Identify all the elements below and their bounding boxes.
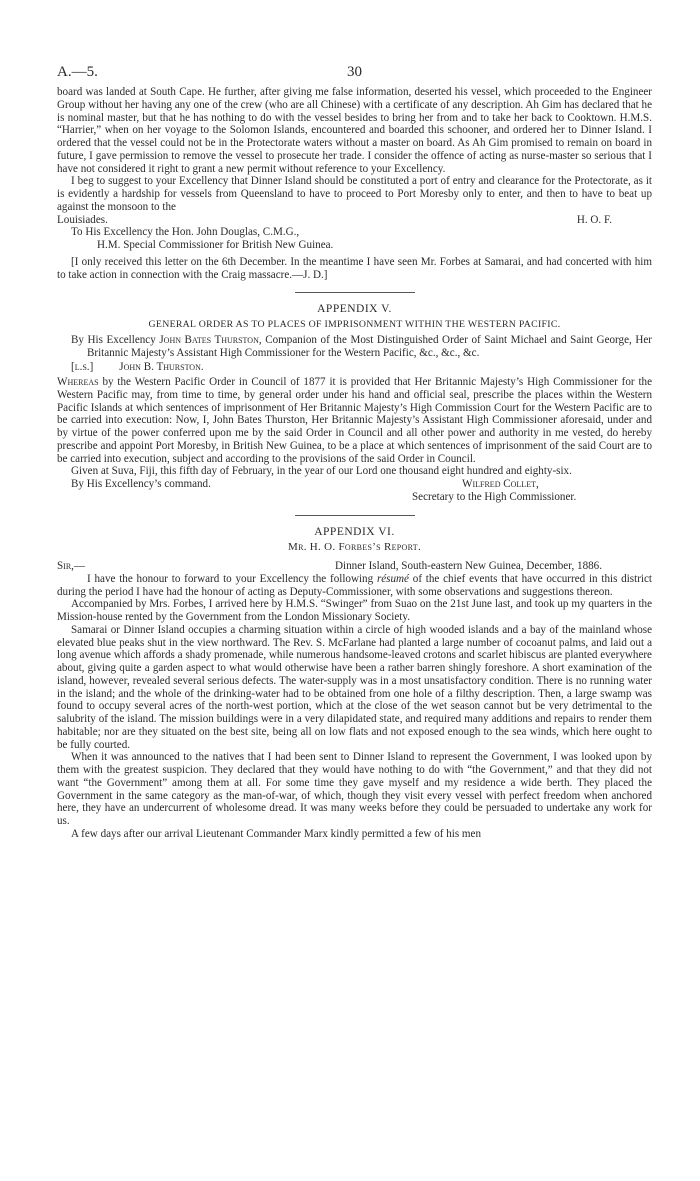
report-heading-row	[57, 560, 652, 573]
appendix-title: APPENDIX V.	[317, 303, 392, 316]
report-dateline: Dinner Island, South-eastern New Guinea, December, 1886.	[335, 560, 602, 572]
declaration-prefix: By His Excellency	[71, 333, 160, 346]
report-paragraph: Samarai or Dinner Island occupies a charming situation within a circle of high wooded islands and a bay of the mainland whose elevated blue peaks shut in the view northward. The Rev. S. McFarlane had planted a large number of cocoanut palms, and laid out a long avenue which affords a shady promenade, while numerous handsome-leaved crotons and scarlet hibiscus are planted everywhere about, giving quite a garden aspect to what would otherwise have been a rather barren shingly foreshore. A short examination of the island, however, revealed several serious defects. The water-supply was in a most unsatisfactory condition. There is no running water in the island; and the whole of the drinking-water had to be obtained from one hole of a filthy description. Then, a large swamp was found to occupy several acres of the north-west portion, which at the close of the wet season cannot but be very detrimental to the salubrity of the island. The mission buildings were in a very dilapidated state, and required many additions and repairs to render them habitable; nor are they situated on the best site, being all on low flats and not exposed enough to the sea winds, which here ought to be fully courted.	[57, 623, 652, 751]
letter-addressee-title: H.M. Special Commissioner for British New Guinea.	[97, 239, 334, 251]
letter-paragraph: I beg to suggest to your Excellency that Dinner Island should be constituted a port of entry and clearance for the Protectorate, as it is evidently a hardship for vessels from Queensland to have to proceed to Port Moresby only to enter, and then to have to beat up against the monsoon to the	[57, 175, 652, 213]
page-number: 30	[347, 64, 362, 80]
order-body	[57, 376, 652, 465]
letter-closing-text: Louisiades.	[57, 213, 108, 226]
given-at: Given at Suva, Fiji, this fifth day of February, in the year of our Lord one thousand eight hundred and eighty-six.	[71, 465, 572, 478]
report-paragraph: Accompanied by Mrs. Forbes, I arrived here by H.M.S. “Swinger” from Suao on the 21st June last, and took up my quarters in the Mission-house rented by the Government from the London Missionary Society.	[57, 598, 652, 623]
whereas-word: Whereas	[57, 376, 99, 388]
seal-mark: [l.s.]	[71, 361, 94, 374]
document-page	[57, 62, 652, 841]
command-row	[57, 478, 652, 504]
order-body-text: by the Western Pacific Order in Council of 1877 it is provided that Her Britannic Majesty’s High Commissioner for the Western Pacific may, from time to time, by general order under his hand and official seal, prescribe the places within the Western Pacific Islands at which sentences of imprisonment of Her Britannic Majesty’s High Commission Court for the Western Pacific are to be carried into execution: Now, I, John Bates Thurston, Her Britannic Majesty’s Assistant High Commissioner aforesaid, under and by virtue of the power conferred upon me by the said Order in Council and all other power and authority in me vested, do hereby prescribe and appoint Port Moresby, in British New Guinea, to be a place at which sentences of imprisonment of the said Court are to be carried into execution, subject and according to the provisions of the said Order in Council.	[57, 376, 652, 465]
report-paragraph: A few days after our arrival Lieutenant Commander Marx kindly permitted a few of his men	[71, 827, 482, 840]
report-paragraph: When it was announced to the natives that I had been sent to Dinner Island to represent the Government, I was looked upon by them with the greatest suspicion. They declared that they would have nothing to do with “the Government,” and that they did not want “the Government” among them at all. For some time they gave myself and my residence a wide berth. They placed the Government in the same category as the man-of-war, of which, though they visit every vessel with perfect freedom when anchored here, they have an undercurrent of wholesome dread. It was many weeks before they could be persuaded to undertake any work for us.	[57, 751, 652, 827]
seal-name: John B. Thurston.	[119, 361, 204, 374]
report-italic-term: résumé	[376, 572, 409, 585]
seal-line	[57, 361, 652, 374]
command-text: By His Excellency’s command.	[71, 478, 211, 490]
appendix-subtitle: GENERAL ORDER AS TO PLACES OF IMPRISONMENT WITHIN THE WESTERN PACIFIC.	[148, 319, 561, 330]
letter-signature: H. O. F.	[576, 213, 612, 226]
appendix-title: APPENDIX VI.	[314, 525, 395, 538]
report-text: I have the honour to forward to your Excellency the following	[87, 572, 377, 585]
letter-addressee: To His Excellency the Hon. John Douglas, C.M.G.,	[71, 226, 300, 239]
declaration-suffix: , Companion of the Most Distinguished Order of Saint Michael and Saint George, Her Britannic Majesty’s Assistant High Commissioner for the Western Pacific, &c., &c., &c.	[87, 333, 652, 359]
page-header	[57, 62, 652, 86]
secretary-name: Wilfred Collet,	[462, 478, 539, 490]
salutation: Sir,—	[57, 560, 86, 572]
declaration	[57, 334, 652, 360]
editor-note: [I only received this letter on the 6th December. In the meantime I have seen Mr. Forbes at Samarai, and had concerted with him to take action in connection with the Craig massacre.—J. D.]	[57, 255, 652, 281]
secretary-title: Secretary to the High Commissioner.	[412, 490, 577, 503]
report-text: of the chief events that have occurred in this district during the period I have had the honour of acting as Deputy-Commissioner, with some observations and suggestions thereon.	[57, 572, 652, 598]
secretary-block	[412, 478, 652, 504]
appendix-subtitle: Mr. H. O. Forbes’s Report.	[287, 541, 421, 554]
report-paragraph	[57, 573, 652, 599]
letter-signature-line	[57, 214, 652, 227]
letter-paragraph: board was landed at South Cape. He further, after giving me false information, deserted his vessel, which proceeded to the Engineer Group without her having any one of the crew (who are all Chinese) with a certificate of any description. Ah Gim has declared that he is nominal master, but that he has nothing to do with the vessel besides to bring her from and to take her back to Cooktown. H.M.S. “Harrier,” when on her voyage to the Solomon Islands, encountered and boarded this schooner, and ordered her to Dinner Island. I ordered that the vessel could not be in the Protectorate waters without a master on board. As Ah Gim promised to remain on board in future, I gave permission to remove the vessel to prosecute her trade. I consider the offence of acting as nurse-master so serious that I have not considered it right to grant a new permit without reference to your Excellency.	[57, 86, 652, 175]
section-divider	[295, 292, 415, 293]
declaration-name: John Bates Thurston	[159, 333, 259, 346]
section-divider	[295, 515, 415, 516]
document-reference: A.—5.	[57, 64, 98, 80]
